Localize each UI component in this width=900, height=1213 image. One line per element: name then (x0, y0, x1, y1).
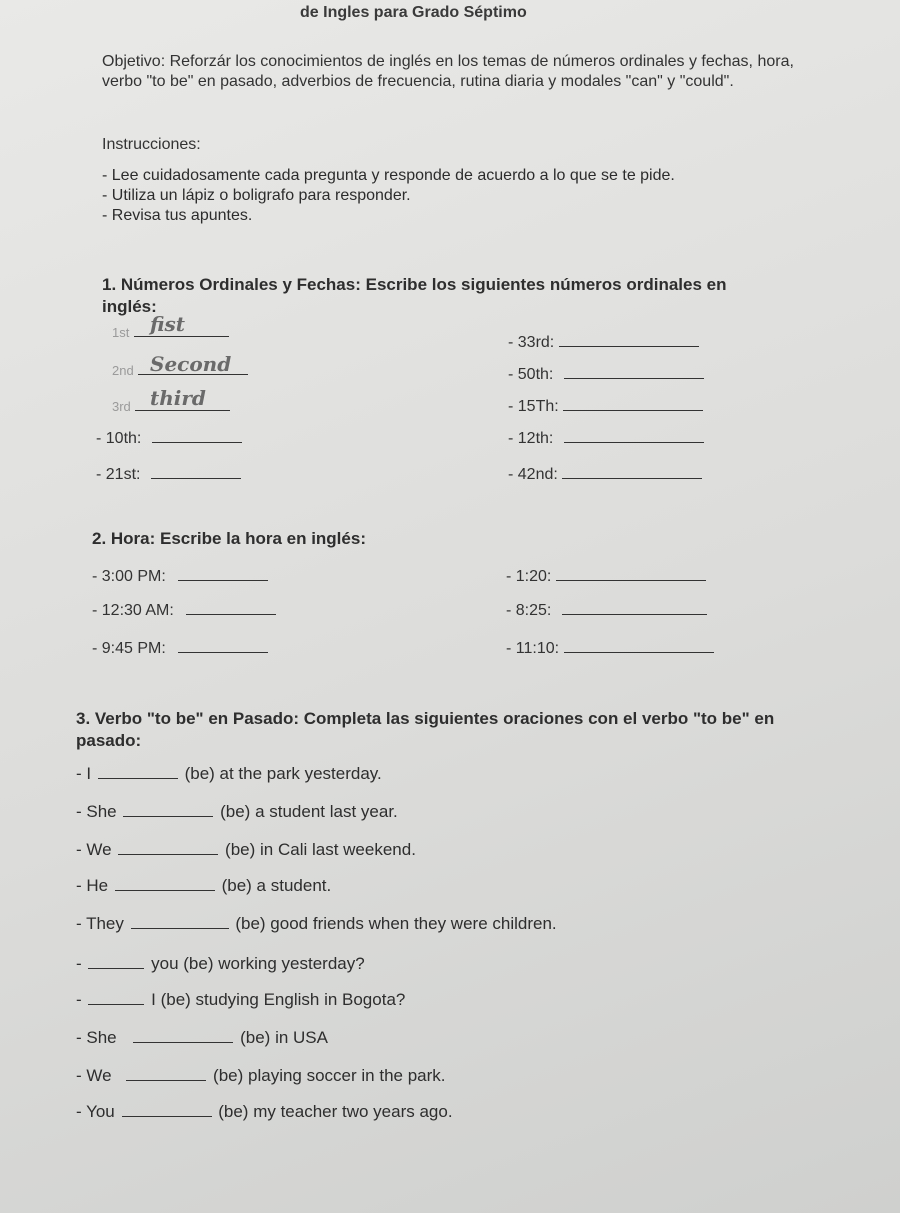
answer-blank[interactable] (186, 600, 276, 615)
time-label: - 12:30 AM: (92, 602, 174, 619)
ordinal-label: - 15Th: (508, 398, 559, 415)
time-label: - 8:25: (506, 602, 552, 619)
answer-blank[interactable] (123, 802, 213, 817)
ordinal-label: 2nd (112, 363, 134, 378)
time-label: - 9:45 PM: (92, 640, 166, 657)
handwritten-answer: fist (150, 312, 186, 336)
objective-text: Objetivo: Reforzár los conocimientos de inglés en los temas de números ordinales y fechas, hora, verbo "to be" en pasado, adverbios de frecuencia, rutina diaria y modales "can" y "could". (102, 53, 794, 90)
answer-blank[interactable] (564, 638, 714, 653)
ordinal-label: - 33rd: (508, 334, 555, 351)
to-be-item (76, 802, 398, 822)
item-prefix: - (76, 990, 82, 1009)
ordinal-row (508, 428, 704, 448)
time-row (506, 600, 707, 620)
instruction-item: - Lee cuidadosamente cada pregunta y responde de acuerdo a lo que se te pide. (102, 167, 675, 184)
to-be-item (76, 954, 365, 974)
page-header: de Ingles para Grado Séptimo (300, 4, 527, 21)
item-prefix: - You (76, 1102, 115, 1121)
answer-blank[interactable] (98, 764, 178, 779)
ordinal-label: - 10th: (96, 430, 142, 447)
answer-blank[interactable] (118, 840, 218, 855)
answer-blank[interactable] (562, 464, 702, 479)
time-row (92, 600, 276, 620)
item-prefix: - She (76, 1028, 117, 1047)
ordinal-label: - 12th: (508, 430, 554, 447)
item-prefix: - He (76, 876, 109, 895)
to-be-item (76, 1102, 453, 1122)
to-be-item (76, 990, 405, 1010)
item-text: (be) at the park yesterday. (184, 764, 382, 783)
answer-blank[interactable] (126, 1066, 206, 1081)
item-prefix: - We (76, 840, 112, 859)
answer-blank[interactable] (88, 990, 144, 1005)
to-be-item (76, 764, 382, 784)
item-prefix: - They (76, 914, 124, 933)
item-text: (be) playing soccer in the park. (213, 1066, 446, 1085)
section1-title: 1. Números Ordinales y Fechas: Escribe los siguientes números ordinales en inglés: (102, 275, 727, 316)
answer-blank[interactable] (178, 566, 268, 581)
item-text: (be) a student. (221, 876, 332, 895)
answer-blank[interactable] (556, 566, 706, 581)
ordinal-row (508, 332, 699, 352)
time-label: - 1:20: (506, 568, 552, 585)
item-prefix: - (76, 954, 82, 973)
to-be-item (76, 1028, 328, 1048)
item-text: (be) in USA (240, 1028, 328, 1047)
time-label: - 11:10: (506, 640, 560, 657)
ordinal-label: - 50th: (508, 366, 554, 383)
item-text: I (be) studying English in Bogota? (151, 990, 406, 1009)
answer-blank[interactable] (564, 428, 704, 443)
time-label: - 3:00 PM: (92, 568, 166, 585)
ordinal-row (508, 364, 704, 384)
item-text: (be) in Cali last weekend. (225, 840, 416, 859)
time-row (506, 566, 706, 586)
ordinal-row (96, 464, 241, 484)
answer-blank[interactable] (564, 364, 704, 379)
item-text: (be) a student last year. (220, 802, 398, 821)
answer-blank[interactable] (178, 638, 268, 653)
instructions-list (102, 166, 675, 226)
item-text: (be) my teacher two years ago. (218, 1102, 453, 1121)
time-row (506, 638, 714, 658)
ordinal-row (96, 428, 242, 448)
item-text: you (be) working yesterday? (151, 954, 365, 973)
answer-blank[interactable] (563, 396, 703, 411)
answer-blank[interactable] (152, 428, 242, 443)
answer-blank[interactable] (115, 876, 215, 891)
item-prefix: - She (76, 802, 117, 821)
ordinal-label: 3rd (112, 399, 131, 414)
ordinal-label: - 42nd: (508, 466, 558, 483)
ordinal-label: - 21st: (96, 466, 141, 483)
handwritten-answer: third (150, 386, 206, 410)
instruction-item: - Utiliza un lápiz o boligrafo para responder. (102, 187, 411, 204)
answer-blank[interactable] (88, 954, 144, 969)
item-prefix: - I (76, 764, 92, 783)
item-text: (be) good friends when they were children. (235, 914, 557, 933)
answer-blank[interactable] (559, 332, 699, 347)
time-row (92, 566, 268, 586)
to-be-item (76, 876, 331, 896)
ordinal-row (508, 464, 702, 484)
answer-blank[interactable] (151, 464, 241, 479)
answer-blank[interactable] (562, 600, 707, 615)
section2-title: 2. Hora: Escribe la hora en inglés: (92, 529, 366, 548)
to-be-item (76, 1066, 446, 1086)
answer-blank[interactable] (131, 914, 229, 929)
ordinal-label: 1st (112, 325, 130, 340)
section3-title: 3. Verbo "to be" en Pasado: Completa las siguientes oraciones con el verbo "to be" en pasado: (76, 709, 775, 750)
answer-blank[interactable] (122, 1102, 212, 1117)
to-be-item (76, 840, 416, 860)
instruction-item: - Revisa tus apuntes. (102, 207, 253, 224)
answer-blank[interactable] (133, 1028, 233, 1043)
ordinal-row (508, 396, 703, 416)
handwritten-answer: Second (150, 352, 232, 376)
item-prefix: - We (76, 1066, 112, 1085)
instructions-title: Instrucciones: (102, 136, 201, 153)
time-row (92, 638, 268, 658)
to-be-item (76, 914, 557, 934)
